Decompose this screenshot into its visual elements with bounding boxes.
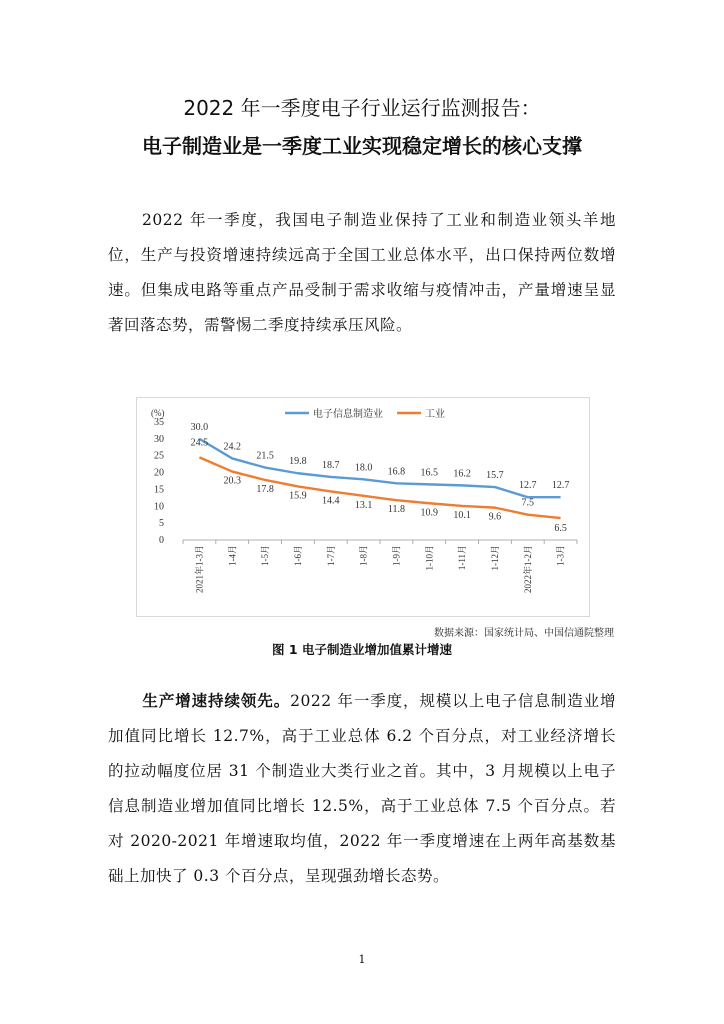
data-label: 17.8 [256,483,274,495]
data-label: 30.0 [190,421,209,433]
report-title-line1: 2022 年一季度电子行业运行监测报告： [183,96,541,120]
y-tick-label: 25 [154,450,164,462]
production-paragraph [108,683,616,894]
x-tick-label: 2021年1-3月 [194,545,205,593]
data-label: 16.2 [453,468,471,480]
x-tick-label: 2022年1-2月 [522,545,533,593]
intro-paragraph [108,203,616,343]
data-label: 13.1 [354,499,373,511]
x-tick-label: 1-10月 [424,545,435,571]
data-label: 11.8 [387,504,405,516]
data-label: 18.7 [322,459,340,471]
data-label: 15.7 [486,470,504,482]
x-tick-label: 1-5月 [260,545,271,566]
x-tick-label: 1-3月 [555,545,566,566]
series-line-industry [199,457,560,518]
data-label: 24.5 [190,437,209,449]
data-label: 16.8 [387,466,406,478]
data-label: 20.3 [223,475,241,487]
data-label: 14.4 [322,495,340,507]
legend-label: 电子信息制造业 [313,409,383,420]
y-axis-unit-label: (%) [151,408,165,418]
data-label: 12.7 [519,480,537,492]
x-tick-label: 1-7月 [325,545,336,566]
x-tick-label: 1-12月 [489,545,500,571]
legend-label: 工业 [425,409,445,420]
x-tick-label: 1-11月 [457,545,468,571]
y-tick-label: 35 [154,417,164,428]
y-tick-label: 10 [154,501,164,513]
growth-chart [136,397,590,617]
y-tick-label: 0 [159,535,164,546]
section-lead: 生产增速持续领先。 [142,691,291,710]
data-label: 10.9 [420,507,438,519]
data-label: 9.6 [488,511,502,523]
data-label: 19.8 [289,456,307,468]
chart-svg [137,398,589,616]
data-label: 10.1 [453,509,471,521]
x-tick-label: 1-8月 [358,545,369,566]
section-text: 2022 年一季度，规模以上电子信息制造业增加值同比增长 12.7%，高于工业总体 6.2 个百分点，对工业经济增长的拉动幅度位居 31 个制造业大类行业之首。其中，3 月规模以上电子信息制造业增加值同比增长 12.5%，高于工业总体 7.5 个百分点。若对 2020-2021 年增速取均值，2022 年一季度增速在上两年高基数基础上加快了 0.3 个百分点，呈现强劲增长态势。 [108,692,616,885]
page-number: 1 [358,953,366,966]
report-title-line2: 电子制造业是一季度工业实现稳定增长的核心支撑 [142,134,582,158]
x-tick-label: 1-6月 [292,545,303,566]
y-tick-label: 30 [154,433,164,445]
data-label: 16.5 [420,467,438,479]
series-line-electronics [199,439,560,497]
data-label: 18.0 [354,462,373,474]
data-label: 15.9 [289,490,307,502]
y-tick-label: 15 [154,484,164,496]
data-source-note: 数据来源：国家统计局、中国信通院整理 [434,628,614,639]
intro-text: 2022 年一季度，我国电子制造业保持了工业和制造业领头羊地位，生产与投资增速持续远高于全国工业总体水平，出口保持两位数增速。但集成电路等重点产品受制于需求收缩与疫情冲击，产量增速呈显著回落态势，需警惕二季度持续承压风险。 [108,211,616,334]
data-label: 24.2 [223,441,241,453]
x-tick-label: 1-4月 [227,545,238,566]
x-tick-label: 1-9月 [391,545,402,566]
y-tick-label: 5 [159,518,164,530]
data-label: 12.7 [551,480,570,492]
data-label: 21.5 [256,450,274,462]
y-tick-label: 20 [154,467,164,479]
data-label: 6.5 [554,523,567,535]
figure-caption: 图 1 电子制造业增加值累计增速 [272,642,452,657]
data-label: 7.5 [521,497,534,509]
